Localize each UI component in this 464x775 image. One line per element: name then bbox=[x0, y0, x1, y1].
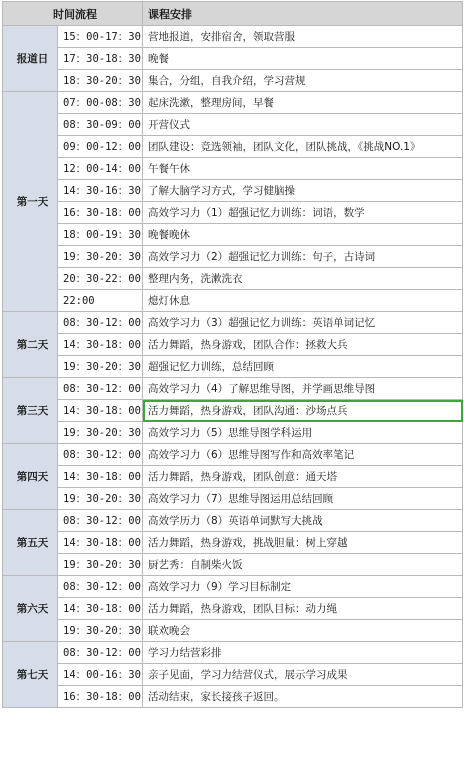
course-cell[interactable]: 活动结束，家长接孩子返回。 bbox=[143, 686, 463, 708]
course-cell[interactable]: 联欢晚会 bbox=[143, 620, 463, 642]
time-cell[interactable]: 22:00 bbox=[58, 290, 143, 312]
day-label[interactable]: 第七天 bbox=[3, 642, 58, 708]
time-cell[interactable]: 08：30-12：00 bbox=[58, 444, 143, 466]
table-row bbox=[3, 664, 463, 686]
table-row bbox=[3, 378, 463, 400]
table-row bbox=[3, 444, 463, 466]
table-row bbox=[3, 48, 463, 70]
course-cell[interactable]: 活力舞蹈，热身游戏，团队目标：动力绳 bbox=[143, 598, 463, 620]
course-cell[interactable]: 熄灯休息 bbox=[143, 290, 463, 312]
course-cell[interactable]: 整理内务，洗漱洗衣 bbox=[143, 268, 463, 290]
time-cell[interactable]: 14：30-16：30 bbox=[58, 180, 143, 202]
table-row bbox=[3, 224, 463, 246]
time-cell[interactable]: 20：30-22：00 bbox=[58, 268, 143, 290]
time-cell[interactable]: 18：30-20：30 bbox=[58, 70, 143, 92]
table-row bbox=[3, 510, 463, 532]
table-row bbox=[3, 26, 463, 48]
time-cell[interactable]: 19：30-20：30 bbox=[58, 422, 143, 444]
time-cell[interactable]: 19：30-20：30 bbox=[58, 554, 143, 576]
course-cell[interactable]: 高效学历力（8）英语单词默写大挑战 bbox=[143, 510, 463, 532]
time-cell[interactable]: 08：30-12：00 bbox=[58, 642, 143, 664]
course-cell[interactable]: 高效学习力（7）思维导图运用总结回顾 bbox=[143, 488, 463, 510]
time-cell[interactable]: 16：30-18：00 bbox=[58, 202, 143, 224]
course-cell[interactable]: 晚餐晚休 bbox=[143, 224, 463, 246]
table-row bbox=[3, 554, 463, 576]
table-row bbox=[3, 642, 463, 664]
course-cell[interactable]: 学习力结营彩排 bbox=[143, 642, 463, 664]
day-label[interactable]: 第四天 bbox=[3, 444, 58, 510]
table-row bbox=[3, 466, 463, 488]
time-cell[interactable]: 08：30-12：00 bbox=[58, 378, 143, 400]
course-cell[interactable]: 营地报道，安排宿舍，领取营服 bbox=[143, 26, 463, 48]
table-row bbox=[3, 334, 463, 356]
course-cell[interactable]: 起床洗漱，整理房间，早餐 bbox=[143, 92, 463, 114]
time-cell[interactable]: 14：30-18：00 bbox=[58, 598, 143, 620]
course-cell[interactable]: 亲子见面，学习力结营仪式，展示学习成果 bbox=[143, 664, 463, 686]
table-row bbox=[3, 686, 463, 708]
time-cell[interactable]: 08：30-12：00 bbox=[58, 312, 143, 334]
table-row bbox=[3, 576, 463, 598]
course-cell[interactable]: 开营仪式 bbox=[143, 114, 463, 136]
table-row bbox=[3, 180, 463, 202]
course-cell[interactable]: 午餐午休 bbox=[143, 158, 463, 180]
table-row bbox=[3, 202, 463, 224]
table-row bbox=[3, 400, 463, 422]
table-row bbox=[3, 114, 463, 136]
header-course[interactable]: 课程安排 bbox=[143, 2, 463, 26]
day-label[interactable]: 第二天 bbox=[3, 312, 58, 378]
course-cell-selected[interactable]: 活力舞蹈，热身游戏，团队沟通：沙场点兵 bbox=[143, 400, 463, 422]
time-cell[interactable]: 19：30-20：30 bbox=[58, 488, 143, 510]
time-cell[interactable]: 09：00-12：00 bbox=[58, 136, 143, 158]
table-row bbox=[3, 92, 463, 114]
header-row bbox=[3, 2, 463, 26]
table-row bbox=[3, 620, 463, 642]
time-cell[interactable]: 14：00-16：30 bbox=[58, 664, 143, 686]
time-cell[interactable]: 19：30-20：30 bbox=[58, 356, 143, 378]
course-cell[interactable]: 了解大脑学习方式，学习健脑操 bbox=[143, 180, 463, 202]
course-cell[interactable]: 高效学习力（4）了解思维导图，并学画思维导图 bbox=[143, 378, 463, 400]
course-cell[interactable]: 高效学习力（2）超强记忆力训练：句子，古诗词 bbox=[143, 246, 463, 268]
table-row bbox=[3, 158, 463, 180]
time-cell[interactable]: 19：30-20：30 bbox=[58, 620, 143, 642]
time-cell[interactable]: 16：30-18：00 bbox=[58, 686, 143, 708]
table-row bbox=[3, 312, 463, 334]
course-cell[interactable]: 集合，分组，自我介绍，学习营规 bbox=[143, 70, 463, 92]
time-cell[interactable]: 15：00-17：30 bbox=[58, 26, 143, 48]
header-time[interactable]: 时间流程 bbox=[3, 2, 143, 26]
time-cell[interactable]: 19：30-20：30 bbox=[58, 246, 143, 268]
time-cell[interactable]: 14：30-18：00 bbox=[58, 400, 143, 422]
day-label[interactable]: 第三天 bbox=[3, 378, 58, 444]
time-cell[interactable]: 08：30-12：00 bbox=[58, 576, 143, 598]
time-cell[interactable]: 08：30-09：00 bbox=[58, 114, 143, 136]
course-cell[interactable]: 高效学习力（3）超强记忆力训练：英语单词记忆 bbox=[143, 312, 463, 334]
course-cell[interactable]: 高效学习力（5）思维导图学科运用 bbox=[143, 422, 463, 444]
day-label[interactable]: 第一天 bbox=[3, 92, 58, 312]
course-cell[interactable]: 高效学习力（6）思维导图写作和高效率笔记 bbox=[143, 444, 463, 466]
table-row bbox=[3, 70, 463, 92]
table-row bbox=[3, 422, 463, 444]
time-cell[interactable]: 14：30-18：00 bbox=[58, 532, 143, 554]
table-row bbox=[3, 136, 463, 158]
time-cell[interactable]: 14：30-18：00 bbox=[58, 466, 143, 488]
day-label[interactable]: 第五天 bbox=[3, 510, 58, 576]
table-row bbox=[3, 532, 463, 554]
time-cell[interactable]: 14：30-18：00 bbox=[58, 334, 143, 356]
time-cell[interactable]: 18：00-19：30 bbox=[58, 224, 143, 246]
time-cell[interactable]: 08：30-12：00 bbox=[58, 510, 143, 532]
course-cell[interactable]: 活力舞蹈，热身游戏，团队合作：拯救大兵 bbox=[143, 334, 463, 356]
table-row bbox=[3, 488, 463, 510]
table-row bbox=[3, 268, 463, 290]
table-row bbox=[3, 246, 463, 268]
day-label[interactable]: 报道日 bbox=[3, 26, 58, 92]
course-cell[interactable]: 活力舞蹈，热身游戏，挑战胆量：树上穿越 bbox=[143, 532, 463, 554]
course-cell[interactable]: 团队建设：竞选领袖，团队文化，团队挑战，《挑战NO.1》 bbox=[143, 136, 463, 158]
time-cell[interactable]: 07：00-08：30 bbox=[58, 92, 143, 114]
course-cell[interactable]: 高效学习力（9）学习目标制定 bbox=[143, 576, 463, 598]
table-row bbox=[3, 290, 463, 312]
course-cell[interactable]: 活力舞蹈，热身游戏，团队创意：通天塔 bbox=[143, 466, 463, 488]
course-cell[interactable]: 厨艺秀：自制柴火饭 bbox=[143, 554, 463, 576]
table-row bbox=[3, 356, 463, 378]
course-cell[interactable]: 超强记忆力训练，总结回顾 bbox=[143, 356, 463, 378]
table-row bbox=[3, 598, 463, 620]
course-cell[interactable]: 晚餐 bbox=[143, 48, 463, 70]
time-cell[interactable]: 17：30-18：30 bbox=[58, 48, 143, 70]
day-label[interactable]: 第六天 bbox=[3, 576, 58, 642]
course-cell[interactable]: 高效学习力（1）超强记忆力训练：词语，数学 bbox=[143, 202, 463, 224]
schedule-table bbox=[2, 1, 463, 708]
time-cell[interactable]: 12：00-14：00 bbox=[58, 158, 143, 180]
